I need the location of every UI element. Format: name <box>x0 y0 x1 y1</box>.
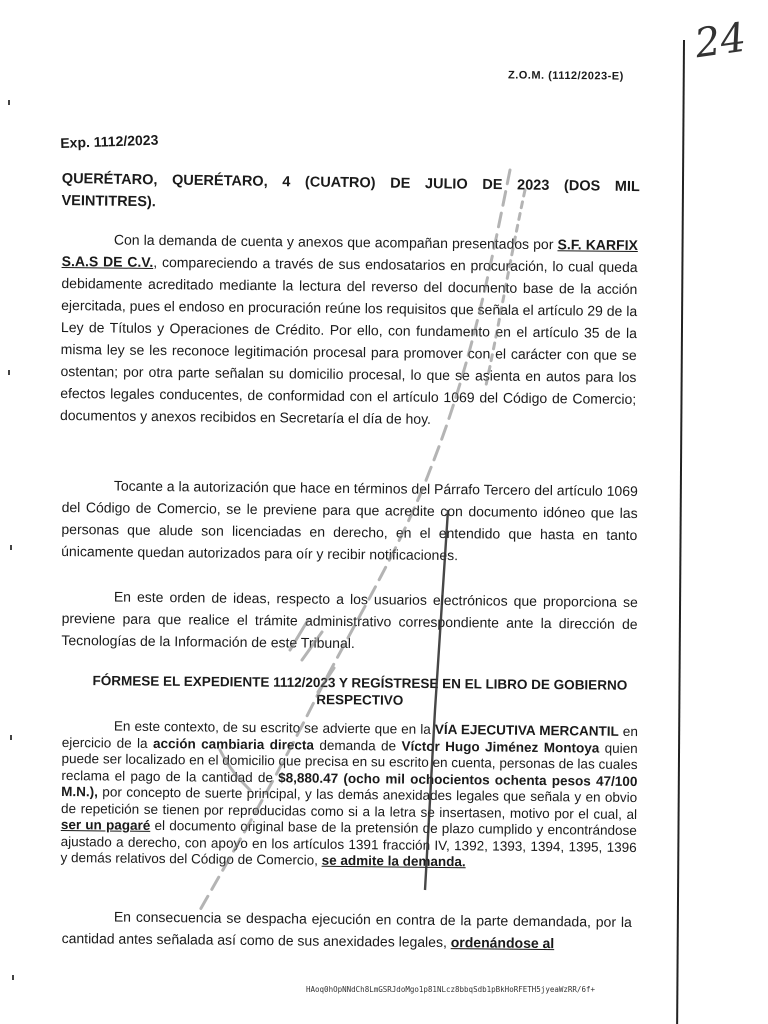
defendant-name: Víctor Hugo Jiménez Montoya <box>401 738 600 756</box>
p4-text: por concepto de suerte principal, y las demás anexidades legales que señala y en obvio de repetición se tienen por reproducidas como si a la letra se insertasen, motivo por el cual, al <box>60 784 638 822</box>
scan-mark <box>8 370 10 375</box>
admission: se admite la demanda. <box>321 852 466 870</box>
paragraph-4 <box>60 718 638 873</box>
scan-mark <box>8 100 10 105</box>
section-heading: FÓRMESE EL EXPEDIENTE 1112/2023 Y REGÍSTRESE EN EL LIBRO DE GOBIERNO RESPECTIVO <box>92 673 628 708</box>
scan-mark <box>10 735 12 740</box>
paragraph-1-text-cont: , compareciendo a través de sus endosatarios en procuración, lo cual queda debidamente acreditado mediante la lectura del reverso del documento base de la acción ejercitada, pues el endoso en procuración reúne los requisitos que señala el artículo 29 de la Ley de Títulos y Operaciones de Crédito. Por ello, con fundamento en el artículo 35 de la misma ley se les reconoce legitimación procesal para promover con el carácter con que se ostentan; por otra parte señalan su domicilio procesal, lo que se asienta en autos para los efectos legales conducentes, de conformidad con el artículo 1069 del Código de Comercio; documentos y anexos recibidos en Secretaría el día de hoy. <box>59 253 638 427</box>
company-name: S.F. KARFIX S.A.S DE C.V. <box>61 236 638 270</box>
p5-text: En consecuencia se despacha ejecución en contra de la parte demandada, por la cantidad antes señalada así como de sus anexidades legales, <box>61 908 632 951</box>
paragraph-3: En este orden de ideas, respecto a los usuarios electrónicos que proporciona se previene para que realice el trámite administrativo correspondiente ante la dirección de Tecnologías de la Información de este Tribunal. <box>61 588 638 652</box>
paragraph-1 <box>60 228 638 432</box>
paragraph-2: Tocante a la autorización que hace en términos del Párrafo Tercero del artículo 1069 del Código de Comercio, se le previene para que acredite con documento idóneo que las personas que alude son licenciadas en derecho, en el entendido que hasta en tanto únicamente quedan autorizados para oír y recibir notificaciones. <box>61 477 638 564</box>
corner-page-number: 24 <box>692 14 749 68</box>
margin-line <box>676 40 685 1024</box>
file-number: Exp. 1112/2023 <box>60 131 159 151</box>
date-heading: QUERÉTARO, QUERÉTARO, 4 (CUATRO) DE JULIO DE 2023 (DOS MIL VEINTITRES). <box>61 170 640 211</box>
paragraph-5 <box>62 905 632 955</box>
p4-text: En este contexto, de su escrito se advierte que en la <box>113 718 435 737</box>
p4-text: en ejercicio de la <box>61 723 638 751</box>
amount: $8,880.47 (ocho mil ochocientos ochenta pesos 47/100 M.N.), <box>61 769 638 800</box>
accion-cambiaria: acción cambiaria directa <box>152 735 315 753</box>
p4-text: el documento original base de la pretensión de plazo cumplido y encontrándose ajustado a derecho, con apoyo en los artículos 1391 fracción IV, 1392, 1393, 1394, 1395, 1396 y demás relativos del Código de Comercio, <box>60 817 637 868</box>
via-ejecutiva: VÍA EJECUTIVA MERCANTIL <box>434 721 619 739</box>
p4-text: quien puede ser localizado en el domicilio que precisa en su escrito en cuenta, personas de las cuales reclama el pago de la cantidad de <box>61 740 638 785</box>
paragraph-1-text: Con la demanda de cuenta y anexos que acompañan presentados por <box>113 231 558 253</box>
scan-mark <box>10 545 12 550</box>
pagare: ser un pagaré <box>60 816 151 833</box>
header-reference: Z.O.M. (1112/2023-E) <box>507 69 624 83</box>
scan-mark <box>12 975 14 980</box>
footer-hash: HAoq0hOpNNdCh8LmGSRJdoMgo1p81NLcz8bbqSdb1pBkHoRFETH5jyeaWzRR/6f+ <box>306 985 595 994</box>
p4-text: demanda de <box>313 737 402 754</box>
p5-underlined: ordenándose al <box>450 934 555 952</box>
